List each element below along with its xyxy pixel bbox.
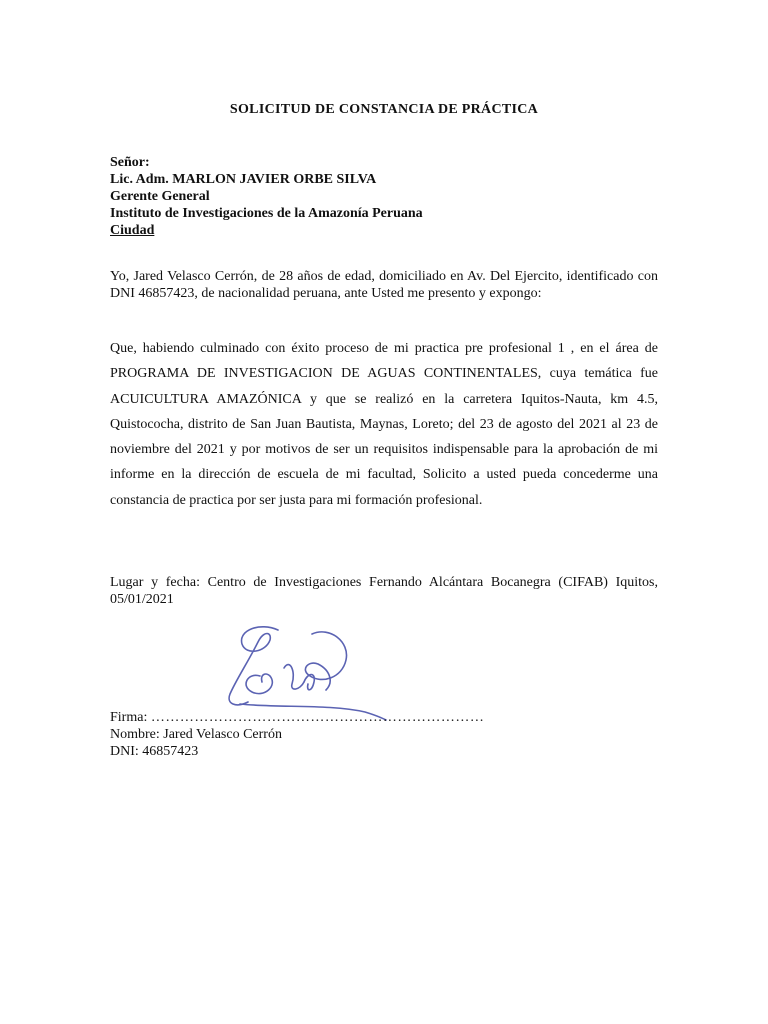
firma-dotted-line: …………………………………………………………… <box>150 710 485 725</box>
firma-line <box>110 709 484 726</box>
addressee-institution: Instituto de Investigaciones de la Amazonía Peruana <box>110 206 423 221</box>
body-paragraph: Que, habiendo culminado con éxito proceso de mi practica pre profesional 1 , en el área de PROGRAMA DE INVESTIGACION DE AGUAS CONTINENTALES, cuya temática fue ACUICULTURA AMAZÓNICA y que se realizó en la carretera Iquitos-Nauta, km 4.5, Quistococha, distrito de San Juan Bautista, Maynas, Loreto; del 23 de agosto del 2021 al 23 de noviembre del 2021 y por motivos de ser un requisitos indispensable para la aprobación de mi informe en la dirección de escuela de mi facultad, Solicito a usted pueda concederme una constancia de practica por ser justa para mi formación profesional. <box>110 341 658 508</box>
signer-dni: DNI: 46857423 <box>110 744 199 759</box>
addressee-city: Ciudad <box>110 223 155 238</box>
addressee-block <box>110 154 423 239</box>
handwritten-signature <box>200 612 400 722</box>
addressee-position: Gerente General <box>110 189 210 204</box>
place-date: Lugar y fecha: Centro de Investigaciones Fernando Alcántara Bocanegra (CIFAB) Iquitos, 05/01/2021 <box>110 575 658 607</box>
document-title: SOLICITUD DE CONSTANCIA DE PRÁCTICA <box>229 102 539 117</box>
signer-name: Nombre: Jared Velasco Cerrón <box>110 727 282 742</box>
firma-label: Firma: <box>110 710 148 725</box>
addressee-salutation: Señor: <box>110 155 150 170</box>
intro-paragraph: Yo, Jared Velasco Cerrón, de 28 años de edad, domiciliado en Av. Del Ejercito, identificado con DNI 46857423, de nacionalidad peruana, ante Usted me presento y expongo: <box>110 269 658 301</box>
addressee-name: Lic. Adm. MARLON JAVIER ORBE SILVA <box>110 172 377 187</box>
signature-block <box>110 709 484 760</box>
